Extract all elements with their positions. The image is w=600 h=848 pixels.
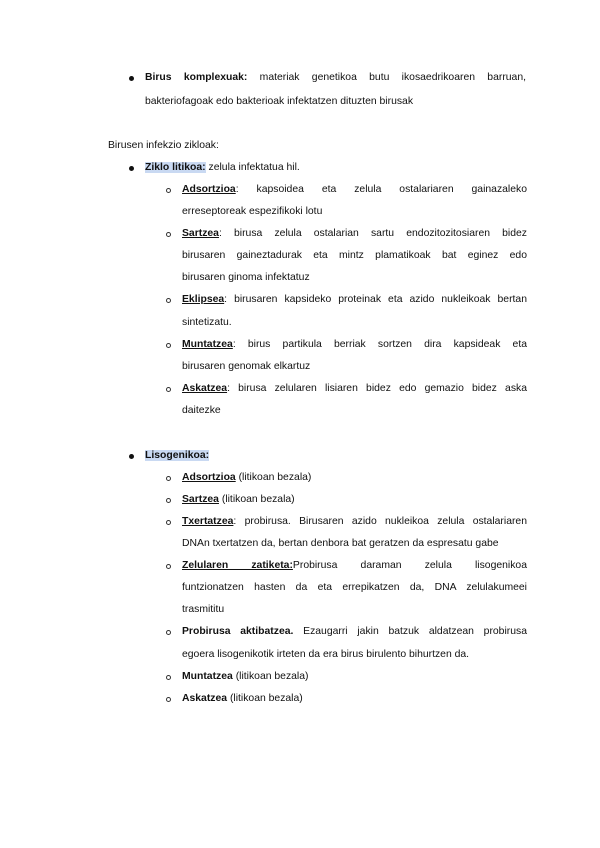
bullet-dot-icon [129, 166, 134, 171]
step-term: Eklipsea [182, 294, 225, 305]
list-item-line: funtzionatzen hasten da eta errepikatzen da, DNA zelulakumeei [182, 582, 527, 593]
step-term: Adsortzioa [182, 472, 236, 483]
step-text: : birus partikula berriak sortzen dira kapsideak eta [232, 339, 527, 350]
list-item-line: daitezke [182, 405, 221, 416]
paragraph-text: zelula infektatua hil. [205, 162, 300, 173]
circle-bullet-icon [166, 343, 171, 348]
circle-bullet-icon [166, 564, 171, 569]
step-term: Zelularen zatiketa: [182, 560, 293, 571]
step-text: Ezaugarri jakin batzuk aldatzean probirusa [293, 626, 527, 637]
circle-bullet-icon [166, 630, 171, 635]
circle-bullet-icon [166, 498, 171, 503]
list-item [182, 692, 303, 706]
circle-bullet-icon [166, 520, 171, 525]
step-text: (litikoan bezala) [218, 494, 295, 505]
step-text: : probirusa. Birusaren azido nukleikoa zelula ostalariaren [233, 516, 527, 527]
list-item [182, 515, 527, 529]
list-item [182, 493, 295, 507]
circle-bullet-icon [166, 188, 171, 193]
paragraph-line [145, 161, 300, 175]
lytic-label: Ziklo litikoa: [145, 162, 206, 173]
step-text: : birusaren kapsideko proteinak eta azido nukleikoak bertan [224, 294, 527, 305]
circle-bullet-icon [166, 697, 171, 702]
list-item-line: birusaren ginoma infektatuz [182, 272, 310, 283]
list-item-line: birusaren gaineztadurak eta mintz plamatikoak bat eginez edo [182, 250, 527, 261]
paragraph-text: materiak genetikoa butu ikosaedrikoaren barruan, [247, 72, 526, 83]
circle-bullet-icon [166, 387, 171, 392]
section-heading: Birusen infekzio zikloak: [108, 140, 219, 151]
list-item-line: birusaren genomak elkartuz [182, 361, 311, 372]
list-item [182, 338, 527, 352]
step-term: Muntatzea [182, 339, 233, 350]
step-text: : kapsoidea eta zelula ostalariaren gainazaleko [235, 184, 527, 195]
paragraph-line [145, 71, 526, 85]
paragraph-line: bakteriofagoak edo bakterioak infektatzen dituzten birusak [145, 96, 414, 107]
circle-bullet-icon [166, 232, 171, 237]
step-text: (litikoan bezala) [227, 693, 303, 704]
list-item [182, 670, 308, 684]
step-term: Sartzea [182, 228, 219, 239]
step-text: : birusa zelularen lisiaren bidez edo gemazio bidez aska [227, 383, 527, 394]
list-item [182, 559, 527, 573]
step-text: (litikoan bezala) [232, 671, 309, 682]
step-text: Probirusa daraman zelula lisogenikoa [292, 560, 527, 571]
list-item-line: DNAn txertatzen da, bertan denbora bat geratzen da espresatu gabe [182, 538, 499, 549]
lyso-label: Lisogenikoa: [145, 450, 210, 461]
list-item [182, 293, 527, 307]
step-text: (litikoan bezala) [235, 472, 312, 483]
step-term: Askatzea [182, 383, 228, 394]
step-text: : birusa zelula ostalarian sartu endozitozitosiaren bidez [218, 228, 527, 239]
step-term: Probirusa aktibatzea. [182, 626, 294, 637]
bullet-dot-icon [129, 76, 134, 81]
circle-bullet-icon [166, 298, 171, 303]
list-item-line: sintetizatu. [182, 317, 232, 328]
list-item [182, 471, 311, 485]
list-item [182, 183, 527, 197]
circle-bullet-icon [166, 476, 171, 481]
list-item-line: trasmititu [182, 604, 225, 615]
step-term: Sartzea [182, 494, 219, 505]
list-item [182, 227, 527, 241]
step-term: Adsortzioa [182, 184, 236, 195]
list-item-line: erreseptoreak espezifikoki lotu [182, 206, 323, 217]
step-term: Txertatzea [182, 516, 234, 527]
circle-bullet-icon [166, 675, 171, 680]
list-item-line: egoera lisogenikotik irteten da era birus birulento bihurtzen da. [182, 649, 470, 660]
bullet-dot-icon [129, 454, 134, 459]
bold-label: Birus komplexuak: [145, 72, 248, 83]
paragraph-line [145, 449, 209, 463]
step-term: Muntatzea [182, 671, 233, 682]
list-item [182, 625, 527, 639]
list-item [182, 382, 527, 396]
step-term: Askatzea [182, 693, 228, 704]
